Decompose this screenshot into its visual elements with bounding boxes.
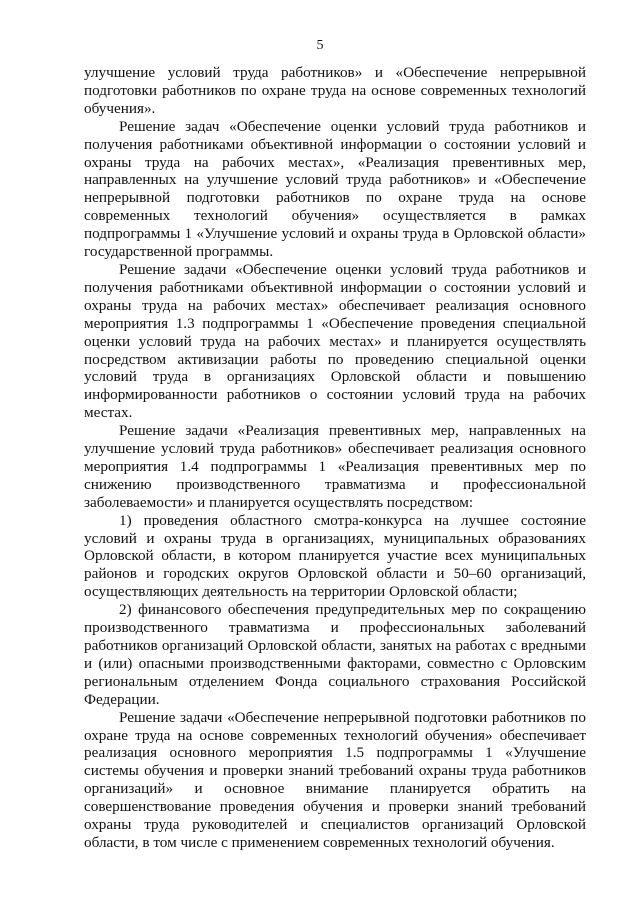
page-number: 5	[316, 38, 324, 53]
paragraph-special-assessment: Решение задачи «Обеспечение оценки условий труда работников и получения работниками объективной информации о состоянии условий и охраны труда на рабочих местах» обеспечивает реализация основного мероприятия 1.3 подпрограммы 1 «Обеспечение проведения специальной оценки условий труда на рабочих местах» и планируется осуществлять посредством активизации работы по проведению специальной оценки условий труда в организациях Орловской области и повышению информированности работников о состоянии условий труда на рабочих местах.	[84, 260, 586, 422]
document-body	[84, 64, 586, 852]
paragraph-preventive-measures: Решение задачи «Реализация превентивных мер, направленных на улучшение условий труда работников» обеспечивает реализация основного мероприятия 1.4 подпрограммы 1 «Реализация превентивных мер по снижению производственного травматизма и профессиональной заболеваемости» и планируется осуществлять посредством:	[84, 422, 586, 511]
paragraph-training: Решение задачи «Обеспечение непрерывной подготовки работников по охране труда на основе современных технологий обучения» обеспечивает реализация основного мероприятия 1.5 подпрограммы 1 «Улучшение системы обучения и проверки знаний требований охраны труда работников организаций» и основное внимание планируется обратить на совершенствование проведения обучения и проверки знаний требований охраны труда руководителей и специалистов организаций Орловской области, в том числе с применением современных технологий обучения.	[84, 708, 586, 851]
paragraph-tasks-solution: Решение задач «Обеспечение оценки условий труда работников и получения работниками объективной информации о состоянии условий и охраны труда на рабочих местах», «Реализация превентивных мер, направленных на улучшение условий труда работников» и «Обеспечение непрерывной подготовки работников по охране труда на основе современных технологий обучения» осуществляется в рамках подпрограммы 1 «Улучшение условий и охраны труда в Орловской области» государственной программы.	[84, 117, 586, 261]
paragraph-continuation: улучшение условий труда работников» и «Обеспечение непрерывной подготовки работников по охране труда на основе современных технологий обучения».	[84, 64, 586, 117]
list-item-contest: 1) проведения областного смотра-конкурса на лучшее состояние условий и охраны труда в организациях, муниципальных образованиях Орловской области, в котором планируется участие всех муниципальных районов и городских округов Орловской области и 50–60 организаций, осуществляющих деятельность на территории Орловской области;	[84, 511, 586, 601]
list-item-financing: 2) финансового обеспечения предупредительных мер по сокращению производственного травматизма и профессиональных заболеваний работников организаций Орловской области, занятых на работах с вредными и (или) опасными производственными факторами, совместно с Орловским региональным отделением Фонда социального страхования Российской Федерации.	[84, 601, 586, 708]
